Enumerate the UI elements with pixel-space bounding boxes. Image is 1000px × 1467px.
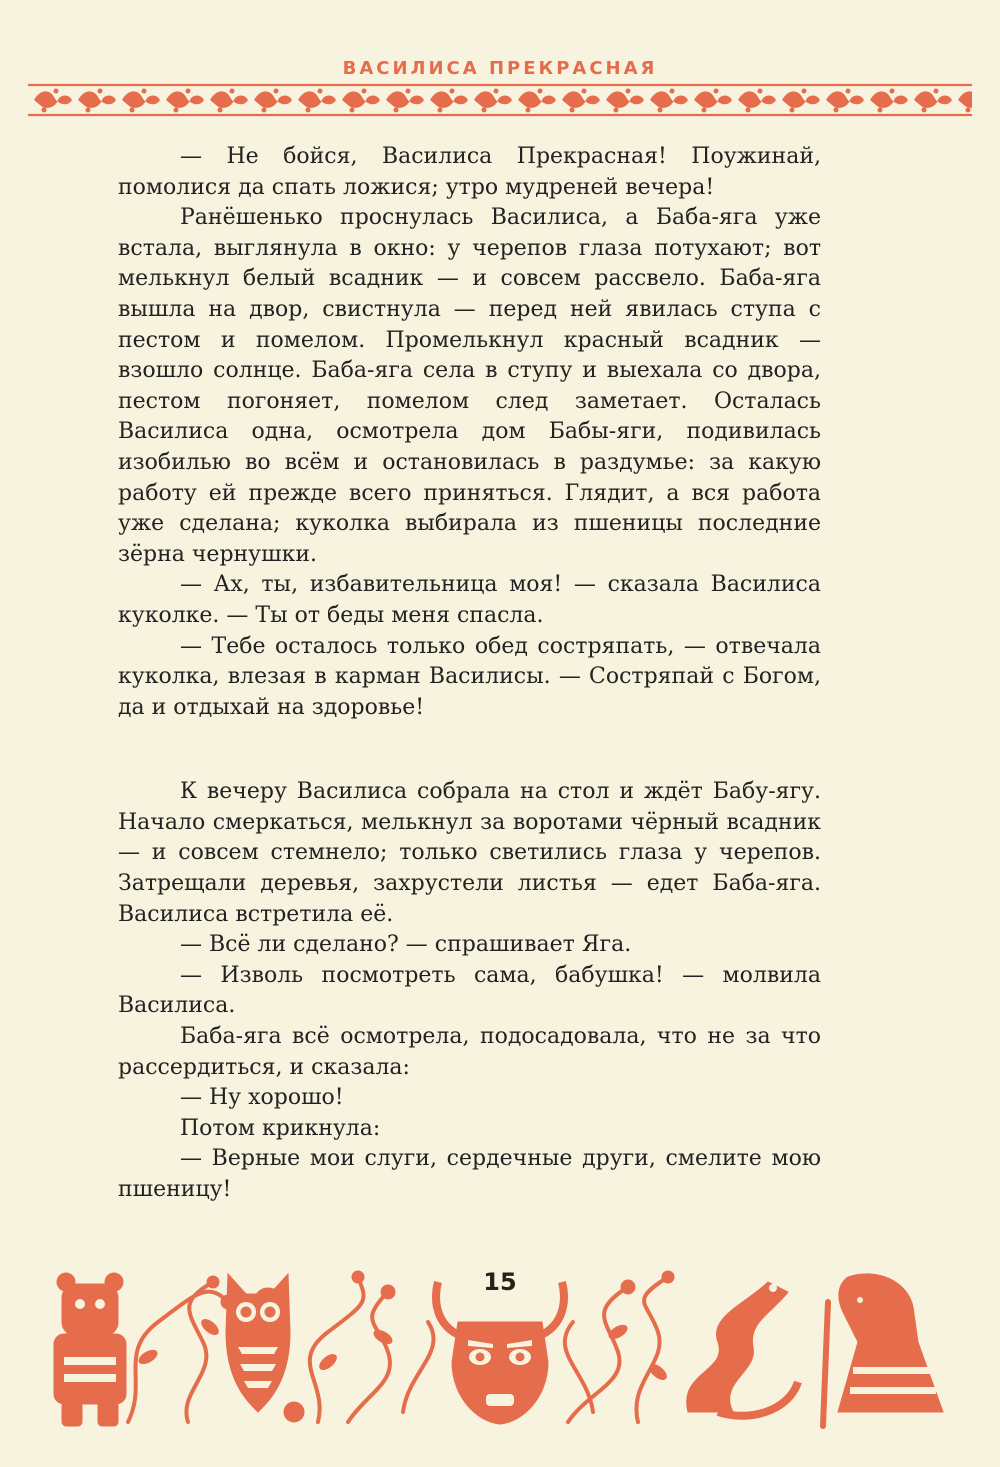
dragon-figure	[687, 1282, 798, 1416]
paragraph: — Изволь посмотреть сама, бабушка! — молвила Василиса.	[118, 962, 821, 1019]
ornament-motif	[650, 89, 688, 113]
ornament-motif	[34, 89, 72, 113]
owl-figure	[226, 1274, 290, 1412]
ornament-motif	[342, 89, 380, 113]
ornament-motif	[606, 89, 644, 113]
section-break	[118, 723, 821, 777]
ornament-motif	[166, 89, 204, 113]
running-title: ВАСИЛИСА ПРЕКРАСНАЯ	[342, 58, 658, 79]
paragraph: — Ну хорошо!	[180, 1085, 344, 1111]
paragraph: — Не бойся, Василиса Прекрасная! Поужинай, помолися да спать ложися; утро мудреней вечера!	[118, 144, 821, 200]
ornament-motif	[298, 89, 336, 113]
ornament-motif	[826, 89, 864, 113]
ornament-motif	[738, 89, 776, 113]
ornament-motif	[782, 89, 820, 113]
page-number: 15	[483, 1268, 517, 1296]
ornament-motif	[78, 89, 116, 113]
ornament-motif	[430, 89, 468, 113]
paragraph: Потом крикнула:	[180, 1115, 381, 1141]
paragraph: К вечеру Василиса собрала на стол и ждёт Бабу-ягу. Начало смеркаться, мелькнул за воротами чёрный всадник — и совсем стемнело; только светились глаза у черепов. Затрещали деревья, захрустели листья — едет Баба-яга. Василиса встретила её.	[118, 779, 821, 927]
paragraph: Ранёшенько проснулась Василиса, а Баба-яга уже встала, выглянула в окно: у черепов глаза потухают; вот мелькнул белый всадник — и совсем рассвело. Баба-яга вышла на двор, свистнула — перед ней явилась ступа с пестом и помелом. Промелькнул красный всадник — взошло солнце. Баба-яга села в ступу и выехала со двора, пестом погоняет, помелом след заметает. Осталась Василиса одна, осмотрела дом Бабы-яги, подивилась изобилью во всём и остановилась в раздумье: за какую работу ей прежде всего приняться. Глядит, а вся работа уже сделана; куколка выбирала из пшеницы последние зёрна чернушки.	[118, 205, 821, 567]
baba-yaga-figure	[823, 1274, 943, 1426]
ornament-motif	[122, 89, 160, 113]
paragraph: — Верные мои слуги, сердечные други, смелите мою пшеницу!	[118, 1146, 821, 1202]
paragraph: — Тебе осталось только обед состряпать, — отвечала куколка, влезая в карман Василисы. — Состряпай с Богом, да и отдыхай на здоровье!	[118, 633, 821, 720]
paragraph: Баба-яга всё осмотрела, подосадовала, что не за что рассердиться, и сказала:	[118, 1024, 821, 1080]
ornament-motif	[210, 89, 248, 113]
ornament-motif	[870, 89, 908, 113]
story-text	[118, 142, 821, 1206]
bear-figure	[54, 1273, 126, 1426]
paragraph: — Ах, ты, избавительница моя! — сказала Василиса куколке. — Ты от беды меня спасла.	[118, 572, 821, 628]
ornament-motif	[518, 89, 556, 113]
ornament-motif	[386, 89, 424, 113]
ornament-motif	[474, 89, 512, 113]
ornament-motif	[562, 89, 600, 113]
ornament-motif	[958, 89, 972, 113]
ornament-motif	[914, 89, 952, 113]
ornament-motif	[694, 89, 732, 113]
horned-mask	[436, 1282, 564, 1424]
top-ornament-border	[28, 83, 972, 117]
ornament-motif	[254, 89, 292, 113]
paragraph: — Всё ли сделано? — спрашивает Яга.	[180, 932, 632, 958]
